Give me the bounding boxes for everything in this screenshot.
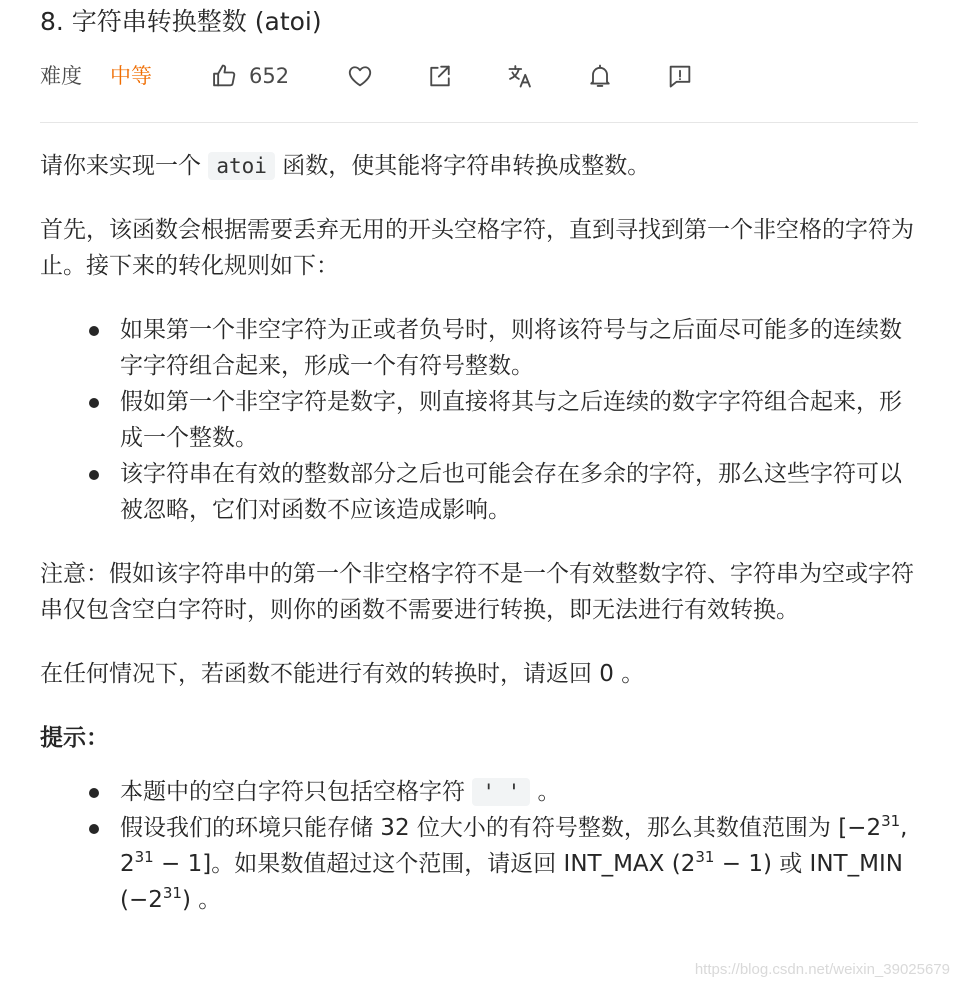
bell-icon[interactable] (586, 62, 614, 90)
exponent: 31 (695, 848, 715, 866)
exponent: 31 (881, 812, 901, 830)
thumbs-up-icon[interactable] (210, 62, 238, 90)
bullet-dot (89, 398, 99, 408)
intro-text-post: 函数，使其能将字符串转换成整数。 (282, 153, 651, 179)
header-divider (40, 122, 918, 123)
list-item (40, 456, 918, 528)
exponent: 31 (162, 884, 182, 902)
hint2-text-b: , 2 (120, 815, 908, 877)
translate-icon[interactable] (506, 62, 534, 90)
bullet-dot (89, 824, 99, 834)
intro-text-pre: 请你来实现一个 (40, 153, 201, 179)
rule-text: 该字符串在有效的整数部分之后也可能会存在多余的字符，那么这些字符可以被忽略，它们对函数不应该造成影响。 (120, 461, 902, 523)
list-item (40, 312, 918, 384)
difficulty-badge: 中等 (110, 64, 152, 88)
hint1-text-post: 。 (530, 779, 561, 805)
difficulty-label: 难度 (40, 64, 82, 88)
feedback-icon[interactable] (666, 62, 694, 90)
watermark-url: https://blog.csdn.net/weixin_39025679 (694, 961, 950, 978)
like-count: 652 (249, 64, 290, 88)
rule-text: 假如第一个非空字符是数字，则直接将其与之后连续的数字字符组合起来，形成一个整数。 (120, 389, 902, 451)
bullet-dot (89, 470, 99, 480)
rule-text: 如果第一个非空字符为正或者负号时，则将该符号与之后面尽可能多的连续数字字符组合起来，形成一个有符号整数。 (120, 317, 902, 379)
bullet-dot (89, 326, 99, 336)
problem-title: 8. 字符串转换整数 (atoi) (40, 7, 322, 36)
hint2-text-d: − 1) 或 INT_MIN (−2 (120, 851, 903, 913)
intro-paragraph (40, 148, 918, 184)
heart-icon[interactable] (346, 62, 374, 90)
inline-code-space: ' ' (472, 778, 530, 806)
hint2-text-a: 假设我们的环境只能存储 32 位大小的有符号整数，那么其数值范围为 [−2 (120, 815, 882, 841)
problem-description (40, 148, 918, 946)
share-icon[interactable] (426, 62, 454, 90)
bullet-dot (89, 788, 99, 798)
list-item (40, 384, 918, 456)
hint1-text-pre: 本题中的空白字符只包括空格字符 (120, 779, 465, 805)
list-item (40, 810, 918, 918)
note-paragraph: 注意：假如该字符串中的第一个非空格字符不是一个有效整数字符、字符串为空或字符串仅包含空白字符时，则你的函数不需要进行转换，即无法进行有效转换。 (40, 561, 914, 623)
rules-list (40, 312, 918, 528)
hint2-text-c: − 1]。如果数值超过这个范围，请返回 INT_MAX (2 (153, 851, 696, 877)
inline-code-atoi: atoi (208, 152, 275, 180)
return-zero-paragraph: 在任何情况下，若函数不能进行有效的转换时，请返回 0 。 (40, 661, 645, 687)
hint2-text-e: ) 。 (181, 887, 222, 913)
hints-list (40, 774, 918, 918)
hint-heading: 提示： (40, 725, 109, 751)
description-paragraph: 首先，该函数会根据需要丢弃无用的开头空格字符，直到寻找到第一个非空格的字符为止。接下来的转化规则如下： (40, 217, 914, 279)
list-item (40, 774, 918, 810)
problem-meta-bar (40, 56, 918, 96)
exponent: 31 (134, 848, 154, 866)
